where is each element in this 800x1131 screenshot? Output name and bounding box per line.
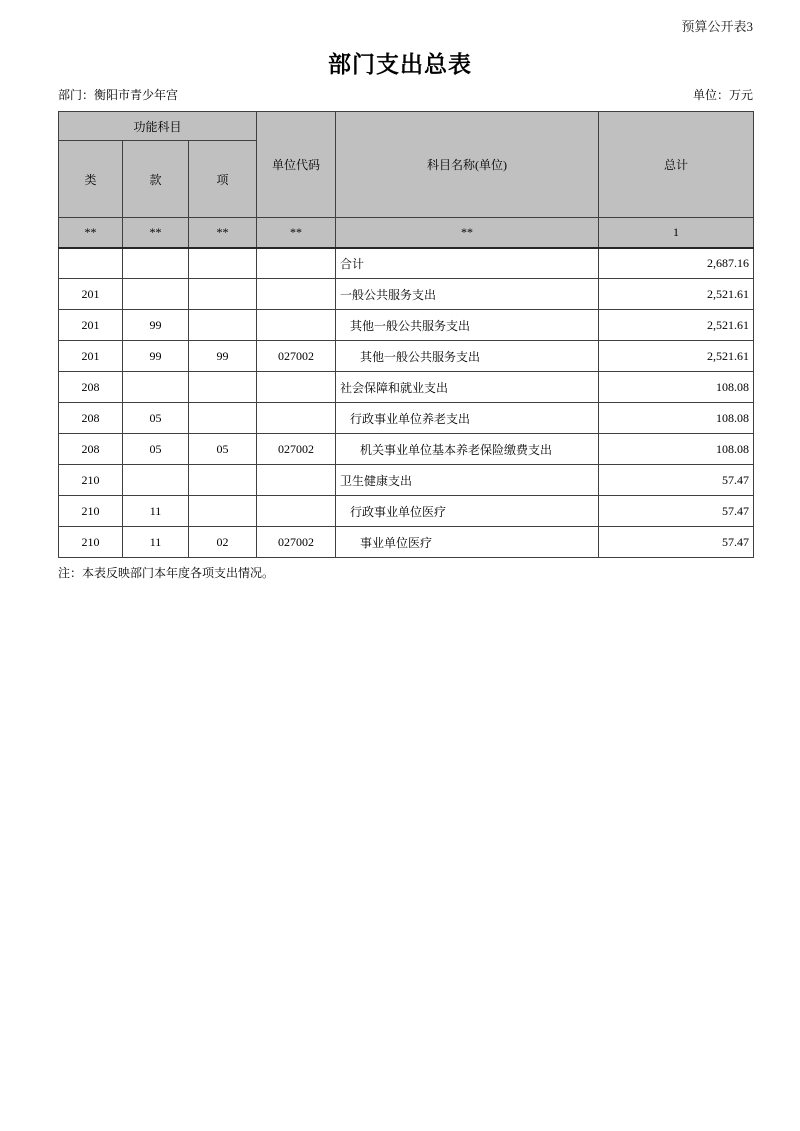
header-subject-name: 科目名称(单位) [336, 112, 599, 218]
cell-class: 208 [59, 434, 123, 465]
cell-class: 208 [59, 403, 123, 434]
cell-item [189, 496, 257, 527]
cell-class [59, 248, 123, 279]
cell-section: 11 [123, 527, 189, 558]
cell-section [123, 465, 189, 496]
cell-unit-code [257, 465, 336, 496]
footnote: 注：本表反映部门本年度各项支出情况。 [58, 566, 275, 580]
table-row [59, 434, 754, 465]
cell-unit-code [257, 279, 336, 310]
cell-total: 57.47 [599, 527, 754, 558]
cell-unit-code [257, 248, 336, 279]
marker-unit-code: ** [257, 218, 336, 248]
cell-total: 57.47 [599, 465, 754, 496]
table-row [59, 279, 754, 310]
cell-class: 208 [59, 372, 123, 403]
cell-item: 99 [189, 341, 257, 372]
header-section: 款 [123, 141, 189, 218]
cell-subject-name: 卫生健康支出 [336, 465, 599, 496]
marker-row [59, 218, 754, 248]
table-row [59, 310, 754, 341]
table-row [59, 248, 754, 279]
cell-subject-name: 行政事业单位医疗 [336, 496, 599, 527]
header-row-1 [59, 112, 754, 141]
page-title: 部门支出总表 [328, 52, 472, 77]
cell-item [189, 403, 257, 434]
meta-row [58, 88, 753, 102]
cell-item [189, 279, 257, 310]
header-class: 类 [59, 141, 123, 218]
cell-unit-code [257, 403, 336, 434]
cell-subject-name: 其他一般公共服务支出 [336, 341, 599, 372]
cell-total: 108.08 [599, 372, 754, 403]
cell-class: 210 [59, 465, 123, 496]
cell-total: 2,687.16 [599, 248, 754, 279]
cell-unit-code: 027002 [257, 527, 336, 558]
cell-section: 05 [123, 403, 189, 434]
cell-subject-name: 合计 [336, 248, 599, 279]
marker-class: ** [59, 218, 123, 248]
cell-unit-code [257, 310, 336, 341]
cell-item [189, 310, 257, 341]
marker-total: 1 [599, 218, 754, 248]
cell-class: 201 [59, 279, 123, 310]
header-func-group: 功能科目 [59, 112, 257, 141]
cell-subject-name: 社会保障和就业支出 [336, 372, 599, 403]
cell-total: 2,521.61 [599, 341, 754, 372]
table-row [59, 341, 754, 372]
cell-item [189, 465, 257, 496]
header-total: 总计 [599, 112, 754, 218]
cell-unit-code: 027002 [257, 434, 336, 465]
cell-unit-code [257, 496, 336, 527]
cell-unit-code: 027002 [257, 341, 336, 372]
cell-section: 11 [123, 496, 189, 527]
marker-subject: ** [336, 218, 599, 248]
cell-item: 05 [189, 434, 257, 465]
cell-unit-code [257, 372, 336, 403]
marker-section: ** [123, 218, 189, 248]
cell-subject-name: 一般公共服务支出 [336, 279, 599, 310]
table-body [59, 248, 754, 558]
cell-section: 05 [123, 434, 189, 465]
cell-class: 210 [59, 527, 123, 558]
cell-section: 99 [123, 310, 189, 341]
cell-item [189, 248, 257, 279]
cell-class: 201 [59, 310, 123, 341]
table-row [59, 496, 754, 527]
cell-section: 99 [123, 341, 189, 372]
cell-subject-name: 其他一般公共服务支出 [336, 310, 599, 341]
cell-class: 210 [59, 496, 123, 527]
cell-total: 2,521.61 [599, 279, 754, 310]
cell-total: 108.08 [599, 434, 754, 465]
table-row [59, 372, 754, 403]
corner-label: 预算公开表3 [681, 19, 753, 34]
table-row [59, 465, 754, 496]
cell-section [123, 372, 189, 403]
cell-total: 108.08 [599, 403, 754, 434]
cell-total: 57.47 [599, 496, 754, 527]
marker-item: ** [189, 218, 257, 248]
department-label: 部门：衡阳市青少年宫 [58, 88, 179, 102]
cell-subject-name: 机关事业单位基本养老保险缴费支出 [336, 434, 599, 465]
table-row [59, 403, 754, 434]
cell-item [189, 372, 257, 403]
cell-item: 02 [189, 527, 257, 558]
cell-total: 2,521.61 [599, 310, 754, 341]
unit-label: 单位：万元 [692, 88, 753, 102]
cell-section [123, 279, 189, 310]
cell-class: 201 [59, 341, 123, 372]
cell-section [123, 248, 189, 279]
table-row [59, 527, 754, 558]
cell-subject-name: 事业单位医疗 [336, 527, 599, 558]
header-unit-code: 单位代码 [257, 112, 336, 218]
expenditure-table [58, 111, 754, 558]
cell-subject-name: 行政事业单位养老支出 [336, 403, 599, 434]
header-item: 项 [189, 141, 257, 218]
